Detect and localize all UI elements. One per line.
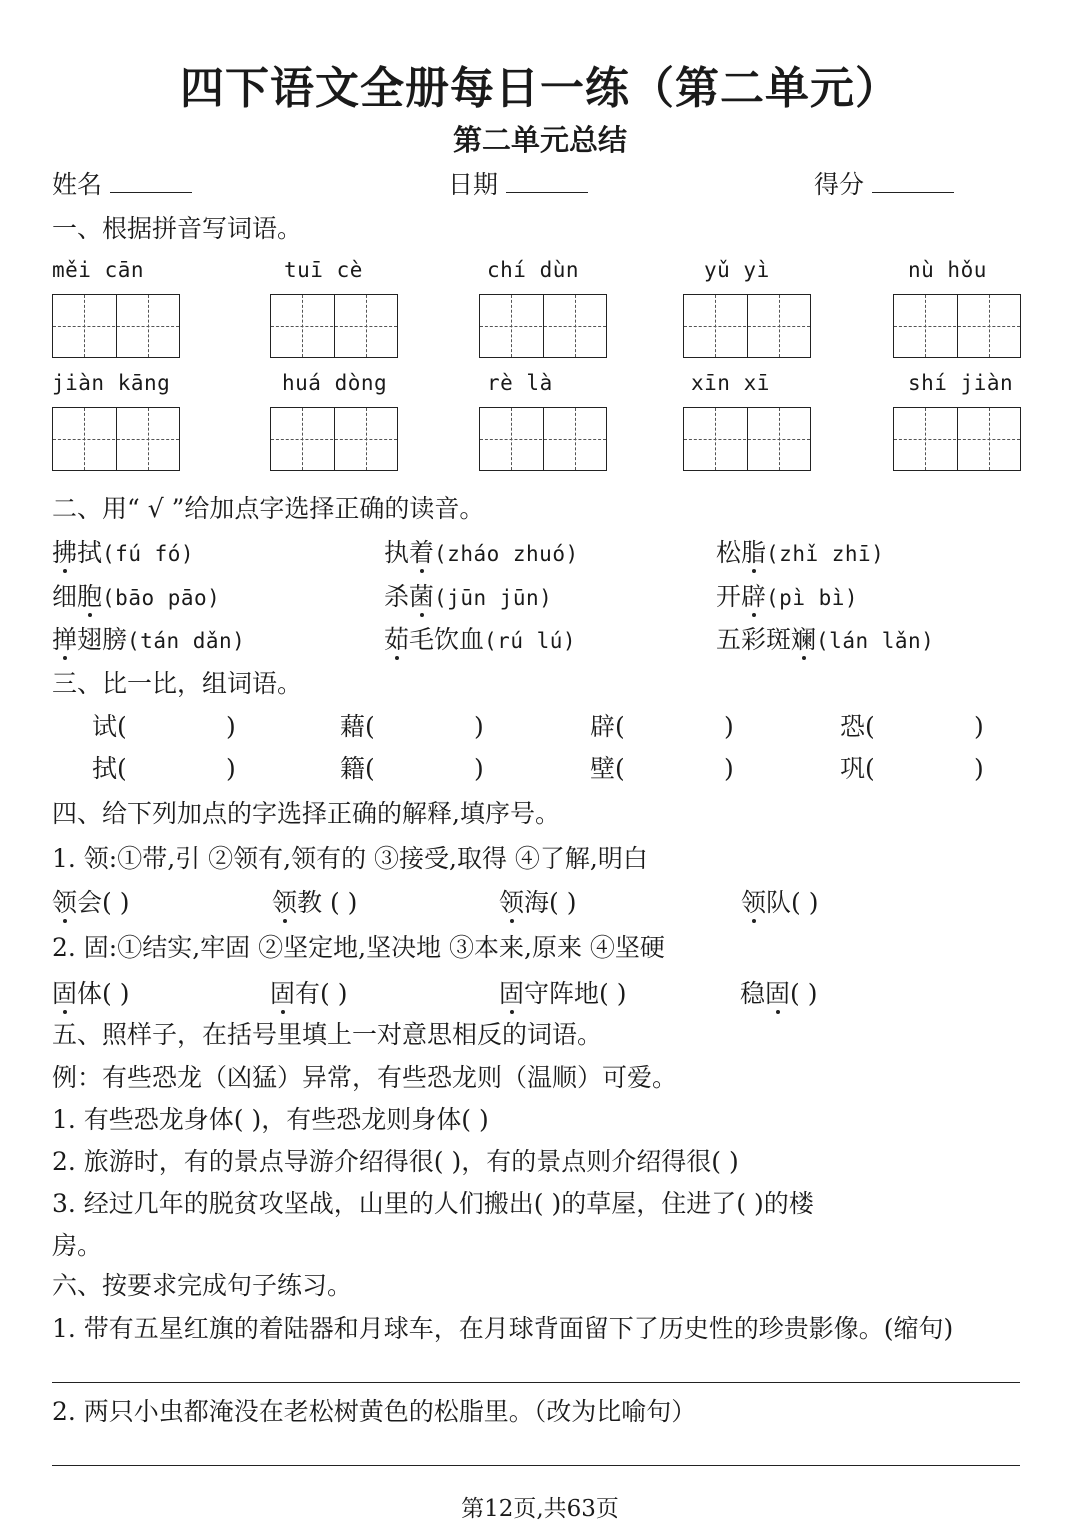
writing-grid[interactable] [52, 407, 180, 471]
date-field[interactable] [448, 166, 588, 202]
compare-item[interactable]: 辟( [590, 712, 625, 741]
meaning-choice[interactable] [740, 977, 818, 1011]
writing-grid[interactable] [479, 294, 607, 358]
name-blank[interactable] [110, 166, 192, 193]
meaning-choice[interactable] [499, 886, 577, 920]
date-blank[interactable] [506, 166, 588, 193]
pinyin-label: jiàn kāng [52, 371, 171, 395]
reading-choice[interactable] [52, 580, 220, 615]
word-part: 守阵地 [524, 979, 600, 1008]
writing-grid[interactable] [270, 407, 398, 471]
pinyin-label: měi cān [52, 258, 145, 282]
meaning-choice[interactable] [272, 886, 357, 920]
meaning-choice[interactable] [270, 977, 348, 1011]
pinyin-label: xīn xī [691, 371, 770, 395]
dotted-char: 固 [270, 979, 296, 1008]
compare-item[interactable]: 壁( [590, 754, 625, 783]
meaning-choice[interactable] [52, 886, 130, 920]
dotted-char: 拂 [52, 538, 78, 567]
word-part: 稳 [740, 979, 766, 1008]
answer-paren[interactable]: ( ) [790, 979, 818, 1008]
answer-line[interactable] [52, 1382, 1020, 1383]
writing-grid[interactable] [52, 294, 180, 358]
compare-close: ) [974, 712, 984, 741]
section-4-heading: 四、给下列加点的字选择正确的解释,填序号。 [52, 799, 560, 828]
word-part: 执 [384, 538, 410, 567]
dotted-char: 茹 [384, 625, 410, 654]
dotted-char: 斓 [791, 625, 817, 654]
word-part: 毛饮血 [409, 625, 485, 654]
word-part: 教 [297, 888, 323, 917]
reading-choice[interactable] [52, 536, 194, 571]
word-part: 翅膀 [77, 625, 128, 654]
section-5-heading: 五、照样子，在括号里填上一对意思相反的词语。 [52, 1020, 603, 1049]
pinyin-label: shí jiàn [908, 371, 1014, 395]
page-title: 四下语文全册每日一练（第二单元） [180, 63, 900, 114]
question-text: 1. 带有五星红旗的着陆器和月球车，在月球背面留下了历史性的珍贵影像。(缩句) [52, 1314, 954, 1343]
page-subtitle: 第二单元总结 [452, 123, 627, 157]
compare-close: ) [724, 754, 734, 783]
word-part: 拭 [77, 538, 103, 567]
question-text: 2. 两只小虫都淹没在老松树黄色的松脂里。（改为比喻句） [52, 1397, 697, 1426]
pinyin-label: rè là [487, 371, 553, 395]
reading-choice[interactable] [384, 580, 552, 615]
answer-paren[interactable]: ( ) [320, 979, 348, 1008]
writing-grid[interactable] [683, 407, 811, 471]
meaning-choice[interactable] [52, 977, 130, 1011]
meaning-choice[interactable] [741, 886, 819, 920]
question-text: 房。 [52, 1231, 103, 1260]
section-3-heading: 三、比一比，组词语。 [52, 669, 303, 698]
answer-line[interactable] [52, 1465, 1020, 1466]
dotted-char: 菌 [409, 582, 435, 611]
reading-choice[interactable] [384, 536, 579, 571]
pinyin-options: (zháo zhuó) [434, 542, 579, 566]
word-part: 海 [524, 888, 550, 917]
answer-paren[interactable]: ( ) [322, 888, 358, 917]
compare-item[interactable]: 试( [92, 712, 127, 741]
pinyin-label: tuī cè [284, 258, 363, 282]
question-text: 2. 固:①结实,牢固 ②坚定地,坚决地 ③本来,原来 ④坚硬 [52, 933, 665, 962]
dotted-char: 掸 [52, 625, 78, 654]
reading-choice[interactable] [52, 623, 245, 658]
writing-grid[interactable] [893, 407, 1021, 471]
example-text: 例：有些恐龙（凶猛）异常，有些恐龙则（温顺）可爱。 [52, 1063, 678, 1092]
compare-close: ) [974, 754, 984, 783]
dotted-char: 领 [499, 888, 525, 917]
dotted-char: 固 [52, 979, 78, 1008]
section-1-heading: 一、根据拼音写词语。 [52, 214, 303, 243]
pinyin-options: (pì bì) [766, 586, 859, 610]
compare-item[interactable]: 籍( [340, 754, 375, 783]
compare-close: ) [724, 712, 734, 741]
word-part: 队 [766, 888, 792, 917]
answer-paren[interactable]: ( ) [102, 979, 130, 1008]
pinyin-options: (rú lú) [484, 629, 577, 653]
reading-choice[interactable] [716, 623, 934, 658]
dotted-char: 辟 [741, 582, 767, 611]
pinyin-label: huá dòng [282, 371, 388, 395]
word-part: 体 [77, 979, 103, 1008]
answer-paren[interactable]: ( ) [549, 888, 577, 917]
writing-grid[interactable] [683, 294, 811, 358]
writing-grid[interactable] [479, 407, 607, 471]
reading-choice[interactable] [716, 536, 884, 571]
pinyin-options: (zhǐ zhī) [766, 542, 885, 566]
score-blank[interactable] [872, 166, 954, 193]
dotted-char: 领 [272, 888, 298, 917]
word-part: 开 [716, 582, 742, 611]
compare-item[interactable]: 恐( [840, 712, 875, 741]
dotted-char: 脂 [741, 538, 767, 567]
pinyin-options: (bāo pāo) [102, 586, 221, 610]
dotted-char: 着 [409, 538, 435, 567]
pinyin-options: (fú fó) [102, 542, 195, 566]
answer-paren[interactable]: ( ) [102, 888, 130, 917]
word-part: 五彩斑 [716, 625, 792, 654]
question-text[interactable]: 3. 经过几年的脱贫攻坚战，山里的人们搬出( )的草屋，住进了( )的楼 [52, 1189, 814, 1218]
pinyin-label: chí dùn [487, 258, 580, 282]
word-part: 细 [52, 582, 78, 611]
writing-grid[interactable] [270, 294, 398, 358]
pinyin-options: (jūn jūn) [434, 586, 553, 610]
compare-close: ) [226, 712, 236, 741]
dotted-char: 领 [741, 888, 767, 917]
name-field[interactable] [52, 166, 192, 202]
writing-grid[interactable] [893, 294, 1021, 358]
pinyin-label: nù hǒu [908, 258, 987, 282]
word-part: 松 [716, 538, 742, 567]
word-part: 会 [77, 888, 103, 917]
compare-close: ) [474, 754, 484, 783]
score-label: 得分 [814, 170, 865, 199]
dotted-char: 领 [52, 888, 78, 917]
pinyin-label: yǔ yì [704, 258, 770, 282]
name-label: 姓名 [52, 170, 103, 199]
compare-item[interactable]: 巩( [840, 754, 875, 783]
page-number: 第12页,共63页 [461, 1496, 619, 1522]
question-text[interactable]: 1. 有些恐龙身体( )，有些恐龙则身体( ) [52, 1105, 489, 1134]
compare-item[interactable]: 藉( [340, 712, 375, 741]
question-text[interactable]: 2. 旅游时，有的景点导游介绍得很( )，有的景点则介绍得很( ) [52, 1147, 739, 1176]
word-part: 有 [295, 979, 321, 1008]
pinyin-options: (tán dǎn) [127, 629, 246, 653]
reading-choice[interactable] [384, 623, 576, 658]
answer-paren[interactable]: ( ) [791, 888, 819, 917]
score-field[interactable] [814, 166, 954, 202]
date-label: 日期 [448, 170, 499, 199]
section-2-heading: 二、用“ √ ”给加点字选择正确的读音。 [52, 494, 485, 523]
question-text: 1. 领:①带,引 ②领有,领有的 ③接受,取得 ④了解,明白 [52, 844, 648, 873]
answer-paren[interactable]: ( ) [599, 979, 627, 1008]
meaning-choice[interactable] [499, 977, 627, 1011]
dotted-char: 固 [499, 979, 525, 1008]
pinyin-options: (lán lǎn) [816, 629, 935, 653]
compare-close: ) [226, 754, 236, 783]
section-6-heading: 六、按要求完成句子练习。 [52, 1271, 353, 1300]
dotted-char: 胞 [77, 582, 103, 611]
reading-choice[interactable] [716, 580, 858, 615]
compare-item[interactable]: 拭( [92, 754, 127, 783]
word-part: 杀 [384, 582, 410, 611]
dotted-char: 固 [765, 979, 791, 1008]
compare-close: ) [474, 712, 484, 741]
